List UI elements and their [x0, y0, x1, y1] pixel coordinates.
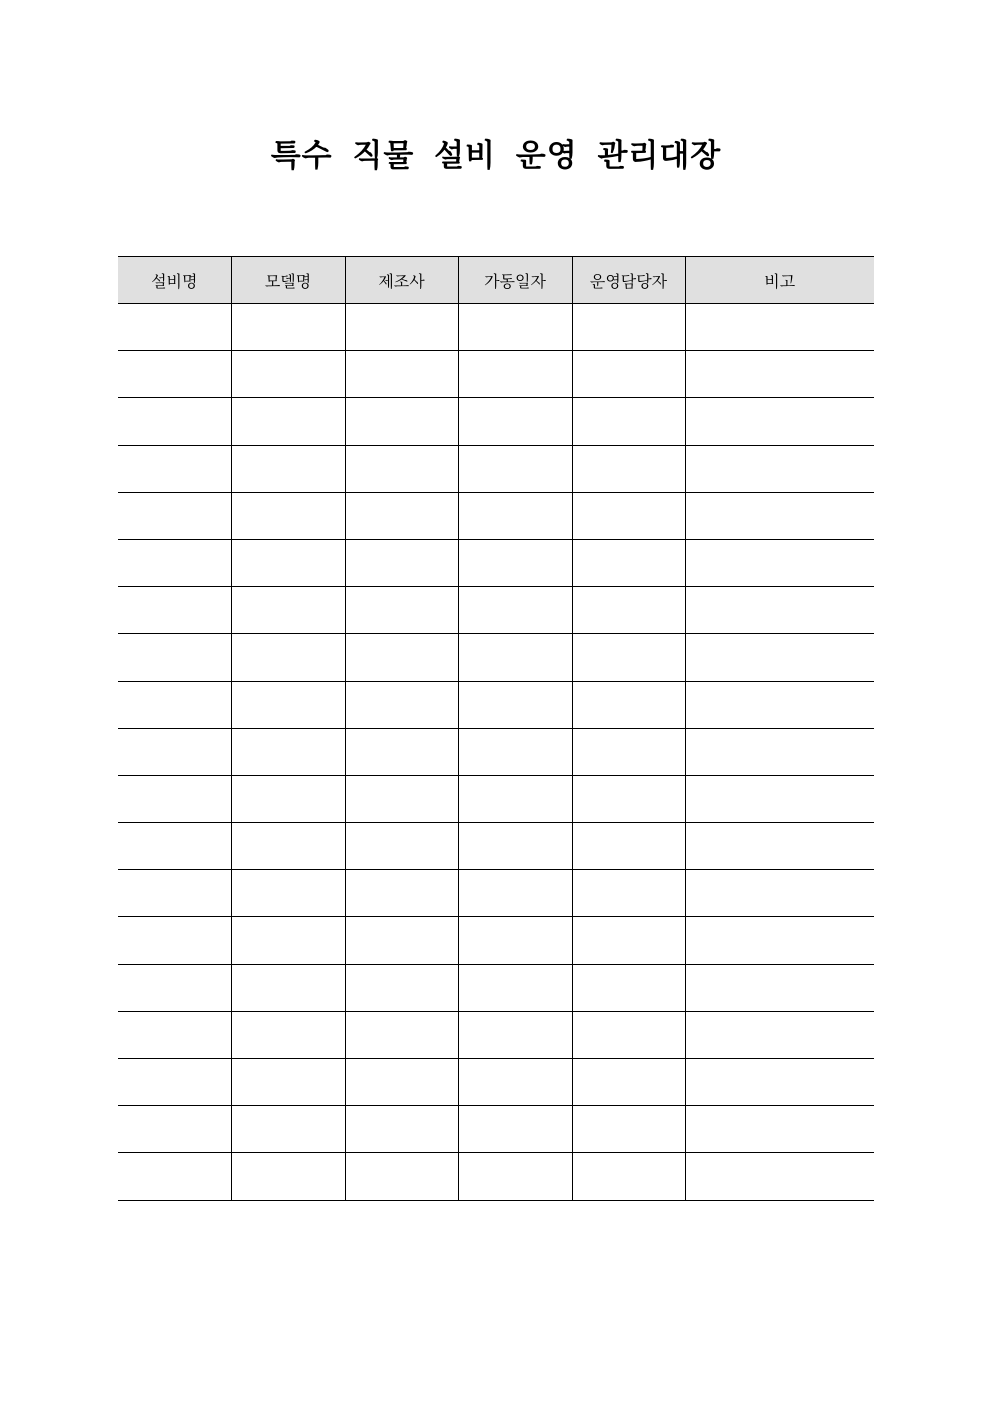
table-header-row — [118, 257, 874, 304]
remarks-cell[interactable] — [685, 587, 874, 634]
manufacturer-cell[interactable] — [345, 1106, 458, 1153]
table-row — [118, 634, 874, 681]
model-name-cell[interactable] — [231, 634, 345, 681]
table-row — [118, 823, 874, 870]
equipment-name-cell[interactable] — [118, 775, 231, 822]
manufacturer-cell[interactable] — [345, 634, 458, 681]
table-row — [118, 539, 874, 586]
manufacturer-cell[interactable] — [345, 775, 458, 822]
model-name-cell[interactable] — [231, 775, 345, 822]
remarks-cell[interactable] — [685, 823, 874, 870]
manufacturer-cell[interactable] — [345, 917, 458, 964]
operation-date-cell[interactable] — [458, 1011, 572, 1058]
header-remarks: 비고 — [685, 257, 874, 304]
manufacturer-cell[interactable] — [345, 823, 458, 870]
remarks-cell[interactable] — [685, 728, 874, 775]
table-row — [118, 445, 874, 492]
operation-date-cell[interactable] — [458, 870, 572, 917]
equipment-name-cell[interactable] — [118, 492, 231, 539]
remarks-cell[interactable] — [685, 1106, 874, 1153]
operation-date-cell[interactable] — [458, 445, 572, 492]
model-name-cell[interactable] — [231, 1106, 345, 1153]
operation-date-cell[interactable] — [458, 304, 572, 351]
remarks-cell[interactable] — [685, 681, 874, 728]
model-name-cell[interactable] — [231, 398, 345, 445]
document-title: 특수 직물 설비 운영 관리대장 — [270, 138, 722, 174]
operator-cell[interactable] — [572, 304, 685, 351]
table-row — [118, 775, 874, 822]
model-name-cell[interactable] — [231, 304, 345, 351]
remarks-cell[interactable] — [685, 492, 874, 539]
remarks-cell[interactable] — [685, 304, 874, 351]
equipment-name-cell[interactable] — [118, 1153, 231, 1200]
remarks-cell[interactable] — [685, 1011, 874, 1058]
model-name-cell[interactable] — [231, 917, 345, 964]
table-row — [118, 492, 874, 539]
equipment-name-cell[interactable] — [118, 587, 231, 634]
operation-date-cell[interactable] — [458, 1059, 572, 1106]
header-manufacturer: 제조사 — [345, 257, 458, 304]
remarks-cell[interactable] — [685, 634, 874, 681]
model-name-cell[interactable] — [231, 539, 345, 586]
header-equipment-name: 설비명 — [118, 257, 231, 304]
manufacturer-cell[interactable] — [345, 728, 458, 775]
manufacturer-cell[interactable] — [345, 1153, 458, 1200]
manufacturer-cell[interactable] — [345, 492, 458, 539]
manufacturer-cell[interactable] — [345, 1059, 458, 1106]
manufacturer-cell[interactable] — [345, 445, 458, 492]
model-name-cell[interactable] — [231, 964, 345, 1011]
operation-date-cell[interactable] — [458, 351, 572, 398]
table-row — [118, 964, 874, 1011]
operation-date-cell[interactable] — [458, 728, 572, 775]
manufacturer-cell[interactable] — [345, 539, 458, 586]
operation-date-cell[interactable] — [458, 823, 572, 870]
model-name-cell[interactable] — [231, 492, 345, 539]
remarks-cell[interactable] — [685, 917, 874, 964]
remarks-cell[interactable] — [685, 398, 874, 445]
operator-cell[interactable] — [572, 1153, 685, 1200]
header-model-name: 모델명 — [231, 257, 345, 304]
table-row — [118, 681, 874, 728]
model-name-cell[interactable] — [231, 1059, 345, 1106]
equipment-name-cell[interactable] — [118, 728, 231, 775]
operation-date-cell[interactable] — [458, 775, 572, 822]
manufacturer-cell[interactable] — [345, 398, 458, 445]
remarks-cell[interactable] — [685, 1153, 874, 1200]
table-row — [118, 587, 874, 634]
equipment-name-cell[interactable] — [118, 634, 231, 681]
equipment-name-cell[interactable] — [118, 1059, 231, 1106]
remarks-cell[interactable] — [685, 870, 874, 917]
operation-date-cell[interactable] — [458, 587, 572, 634]
table-row — [118, 304, 874, 351]
equipment-name-cell[interactable] — [118, 1106, 231, 1153]
remarks-cell[interactable] — [685, 964, 874, 1011]
operation-date-cell[interactable] — [458, 398, 572, 445]
equipment-name-cell[interactable] — [118, 964, 231, 1011]
operator-cell[interactable] — [572, 964, 685, 1011]
equipment-name-cell[interactable] — [118, 823, 231, 870]
operator-cell[interactable] — [572, 681, 685, 728]
operator-cell[interactable] — [572, 445, 685, 492]
remarks-cell[interactable] — [685, 539, 874, 586]
operation-date-cell[interactable] — [458, 492, 572, 539]
model-name-cell[interactable] — [231, 728, 345, 775]
operator-cell[interactable] — [572, 351, 685, 398]
equipment-name-cell[interactable] — [118, 304, 231, 351]
table-row — [118, 728, 874, 775]
equipment-name-cell[interactable] — [118, 445, 231, 492]
manufacturer-cell[interactable] — [345, 1011, 458, 1058]
operator-cell[interactable] — [572, 823, 685, 870]
operator-cell[interactable] — [572, 1011, 685, 1058]
equipment-name-cell[interactable] — [118, 539, 231, 586]
operator-cell[interactable] — [572, 587, 685, 634]
model-name-cell[interactable] — [231, 445, 345, 492]
model-name-cell[interactable] — [231, 1011, 345, 1058]
table-row — [118, 1153, 874, 1200]
operation-date-cell[interactable] — [458, 1106, 572, 1153]
operator-cell[interactable] — [572, 634, 685, 681]
table-row — [118, 1106, 874, 1153]
operator-cell[interactable] — [572, 870, 685, 917]
operator-cell[interactable] — [572, 917, 685, 964]
equipment-name-cell[interactable] — [118, 917, 231, 964]
remarks-cell[interactable] — [685, 351, 874, 398]
header-operation-date: 가동일자 — [458, 257, 572, 304]
operator-cell[interactable] — [572, 398, 685, 445]
equipment-name-cell[interactable] — [118, 870, 231, 917]
equipment-name-cell[interactable] — [118, 1011, 231, 1058]
manufacturer-cell[interactable] — [345, 587, 458, 634]
manufacturer-cell[interactable] — [345, 964, 458, 1011]
table-row — [118, 1011, 874, 1058]
equipment-name-cell[interactable] — [118, 351, 231, 398]
remarks-cell[interactable] — [685, 1059, 874, 1106]
operation-date-cell[interactable] — [458, 539, 572, 586]
manufacturer-cell[interactable] — [345, 304, 458, 351]
operation-date-cell[interactable] — [458, 681, 572, 728]
table-row — [118, 1059, 874, 1106]
header-operator: 운영담당자 — [572, 257, 685, 304]
model-name-cell[interactable] — [231, 351, 345, 398]
manufacturer-cell[interactable] — [345, 870, 458, 917]
remarks-cell[interactable] — [685, 775, 874, 822]
model-name-cell[interactable] — [231, 587, 345, 634]
operation-date-cell[interactable] — [458, 917, 572, 964]
operator-cell[interactable] — [572, 492, 685, 539]
remarks-cell[interactable] — [685, 445, 874, 492]
equipment-name-cell[interactable] — [118, 681, 231, 728]
operation-date-cell[interactable] — [458, 1153, 572, 1200]
equipment-name-cell[interactable] — [118, 398, 231, 445]
manufacturer-cell[interactable] — [345, 681, 458, 728]
model-name-cell[interactable] — [231, 681, 345, 728]
operator-cell[interactable] — [572, 539, 685, 586]
model-name-cell[interactable] — [231, 870, 345, 917]
table-row — [118, 917, 874, 964]
operator-cell[interactable] — [572, 775, 685, 822]
operator-cell[interactable] — [572, 728, 685, 775]
equipment-ledger-table — [118, 256, 874, 1201]
table-row — [118, 870, 874, 917]
manufacturer-cell[interactable] — [345, 351, 458, 398]
operator-cell[interactable] — [572, 1059, 685, 1106]
table-row — [118, 398, 874, 445]
operation-date-cell[interactable] — [458, 634, 572, 681]
table-row — [118, 351, 874, 398]
model-name-cell[interactable] — [231, 1153, 345, 1200]
model-name-cell[interactable] — [231, 823, 345, 870]
operation-date-cell[interactable] — [458, 964, 572, 1011]
operator-cell[interactable] — [572, 1106, 685, 1153]
table-body — [118, 304, 874, 1201]
